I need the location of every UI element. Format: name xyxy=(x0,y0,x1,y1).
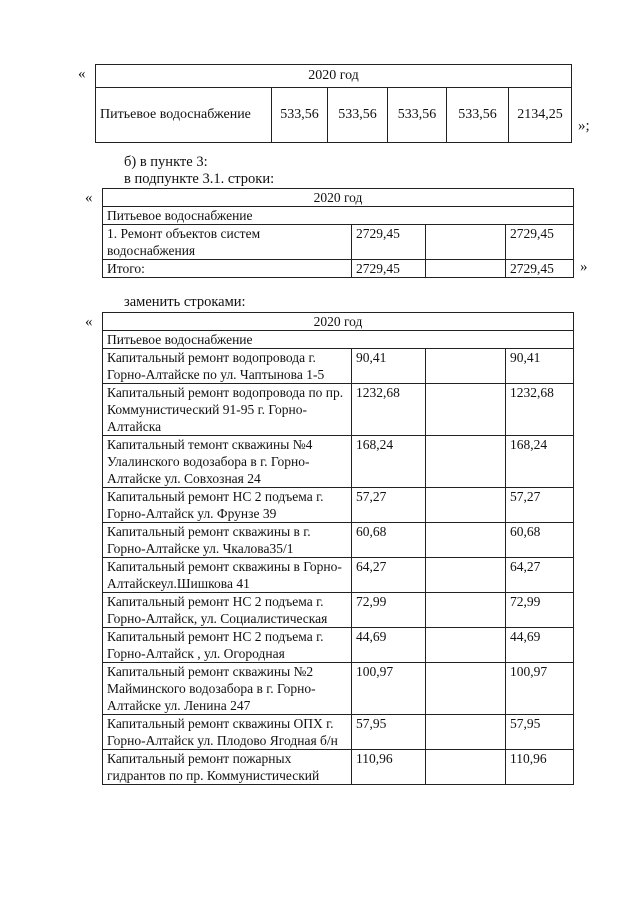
table3-cell xyxy=(426,593,506,628)
quote-open-3: « xyxy=(85,314,93,330)
quote-open-2: « xyxy=(85,190,93,206)
table3-cell: 64,27 xyxy=(352,558,426,593)
table3-cell xyxy=(426,523,506,558)
table3-row-label: Капитальный ремонт НС 2 подъема г. Горно-Алтайск , ул. Огородная xyxy=(103,628,352,663)
table-row xyxy=(103,750,574,785)
table3-cell xyxy=(426,628,506,663)
table3-row-label: Капитальный ремонт скважины в г. Горно-Алтайске ул. Чкалова35/1 xyxy=(103,523,352,558)
table3-cell xyxy=(426,558,506,593)
table3-cell xyxy=(426,349,506,384)
table3-row-label: Капитальный ремонт водопровода г. Горно-Алтайске по ул. Чаптынова 1-5 xyxy=(103,349,352,384)
table-row xyxy=(103,488,574,523)
table-row xyxy=(103,225,574,260)
table1-cell: 533,56 xyxy=(272,88,328,143)
table2-cell: 2729,45 xyxy=(352,260,426,278)
point-b-text: б) в пункте 3: xyxy=(124,154,208,170)
table3-cell: 44,69 xyxy=(352,628,426,663)
table1-cell: 533,56 xyxy=(447,88,509,143)
table3-row-label: Капитальный ремонт скважины ОПХ г. Горно-Алтайск ул. Плодово Ягодная б/н xyxy=(103,715,352,750)
table3-cell: 100,97 xyxy=(352,663,426,715)
replace-text: заменить строками: xyxy=(124,294,246,310)
table3-cell: 44,69 xyxy=(506,628,574,663)
table3-cell: 168,24 xyxy=(352,436,426,488)
table-row xyxy=(103,663,574,715)
table-row xyxy=(103,436,574,488)
table3-cell xyxy=(426,715,506,750)
table3-cell xyxy=(426,436,506,488)
table3-cell: 57,27 xyxy=(352,488,426,523)
table3-cell: 110,96 xyxy=(352,750,426,785)
table3-cell xyxy=(426,488,506,523)
table-new-rows xyxy=(102,312,574,785)
table3-cell: 57,95 xyxy=(352,715,426,750)
table-2020-summary xyxy=(95,64,572,143)
table3-cell: 72,99 xyxy=(352,593,426,628)
quote-close-semicolon: »; xyxy=(578,118,590,134)
table1-row-label: Питьевое водоснабжение xyxy=(96,88,272,143)
table3-row-label: Капитальный ремонт скважины №2 Майминского водозабора в г. Горно-Алтайске ул. Ленина 247 xyxy=(103,663,352,715)
table3-cell: 57,27 xyxy=(506,488,574,523)
table-row xyxy=(103,260,574,278)
table-row xyxy=(103,715,574,750)
table2-cell: 2729,45 xyxy=(506,260,574,278)
table1-cell: 533,56 xyxy=(328,88,388,143)
table-old-rows xyxy=(102,188,574,278)
table3-row-label: Капитальный ремонт скважины в Горно-Алтайскеул.Шишкова 41 xyxy=(103,558,352,593)
table3-row-label: Капитальный ремонт пожарных гидрантов по пр. Коммунистический xyxy=(103,750,352,785)
table3-cell: 90,41 xyxy=(506,349,574,384)
table3-cell: 1232,68 xyxy=(506,384,574,436)
table3-row-label: Капитальный темонт скважины №4 Улалинского водозабора в г. Горно-Алтайске ул. Совхозная 24 xyxy=(103,436,352,488)
table3-row-label: Капитальный ремонт НС 2 подъема г. Горно-Алтайск ул. Фрунзе 39 xyxy=(103,488,352,523)
table-row xyxy=(103,593,574,628)
table-row xyxy=(103,628,574,663)
table2-cell xyxy=(426,260,506,278)
table3-row-label: Капитальный ремонт НС 2 подъема г. Горно-Алтайск, ул. Социалистическая xyxy=(103,593,352,628)
table3-cell xyxy=(426,750,506,785)
table2-row-label: Итого: xyxy=(103,260,352,278)
table-row xyxy=(103,523,574,558)
table1-cell: 533,56 xyxy=(388,88,447,143)
table3-header: 2020 год xyxy=(103,313,574,331)
table3-section: Питьевое водоснабжение xyxy=(103,331,574,349)
table3-cell: 100,97 xyxy=(506,663,574,715)
table3-cell: 60,68 xyxy=(506,523,574,558)
quote-open-1: « xyxy=(78,66,86,82)
table2-row-label: 1. Ремонт объектов систем водоснабжения xyxy=(103,225,352,260)
quote-close-2: » xyxy=(580,259,588,275)
table-row xyxy=(103,384,574,436)
table-row xyxy=(103,349,574,384)
table2-section: Питьевое водоснабжение xyxy=(103,207,574,225)
table3-cell xyxy=(426,384,506,436)
table3-cell: 168,24 xyxy=(506,436,574,488)
table3-cell: 110,96 xyxy=(506,750,574,785)
table2-header: 2020 год xyxy=(103,189,574,207)
table3-cell: 57,95 xyxy=(506,715,574,750)
table2-cell: 2729,45 xyxy=(352,225,426,260)
table3-cell: 72,99 xyxy=(506,593,574,628)
table3-cell: 1232,68 xyxy=(352,384,426,436)
table3-cell: 90,41 xyxy=(352,349,426,384)
table3-cell: 64,27 xyxy=(506,558,574,593)
table2-cell: 2729,45 xyxy=(506,225,574,260)
table3-cell xyxy=(426,663,506,715)
subpoint-text: в подпункте 3.1. строки: xyxy=(124,171,275,187)
table2-cell xyxy=(426,225,506,260)
table3-row-label: Капитальный ремонт водопровода по пр. Коммунистический 91-95 г. Горно-Алтайска xyxy=(103,384,352,436)
table3-cell: 60,68 xyxy=(352,523,426,558)
table1-header: 2020 год xyxy=(96,65,572,88)
table1-cell-total: 2134,25 xyxy=(509,88,572,143)
table-row xyxy=(103,558,574,593)
